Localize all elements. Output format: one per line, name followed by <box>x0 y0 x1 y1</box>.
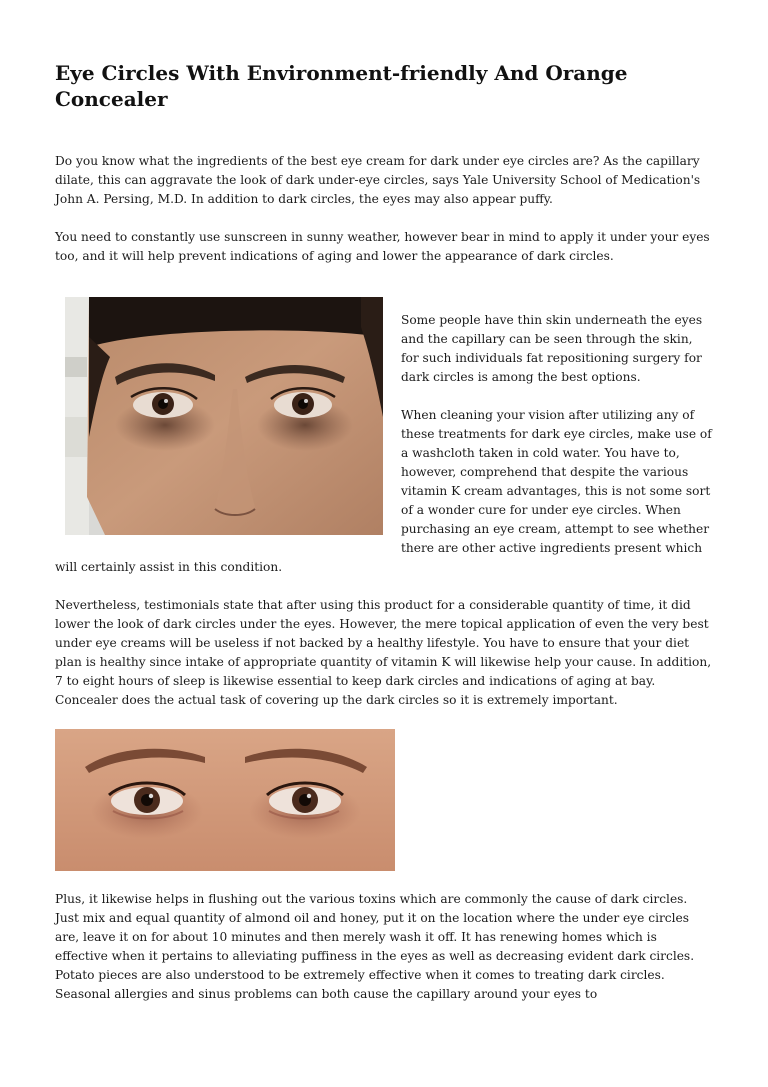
document-page <box>55 60 713 1023</box>
paragraph-1: Do you know what the ingredients of the best eye cream for dark under eye circles are? As the capillary dilate, this can aggravate the look of dark under-eye circles, says Yale University School of Medication's John A. Persing, M.D. In addition to dark circles, the eyes may also appear puffy. <box>55 154 701 206</box>
man-eyes-photo-graphic <box>65 297 383 535</box>
article-title: Eye Circles With Environment-friendly And Orange Concealer <box>55 61 628 111</box>
paragraph-6: Plus, it likewise helps in flushing out the various toxins which are commonly the cause of dark circles. Just mix and equal quantity of almond oil and honey, put it on the location where the under eye circles are, leave it on for about 10 minutes and then merely wash it off. It has renewing homes which is effective when it pertains to alleviating puffiness in the eyes as well as decreasing evident dark circles. Potato pieces are also understood to be extremely effective when it comes to treating dark circles. Seasonal allergies and sinus problems can both cause the capillary around your eyes to <box>55 892 695 1001</box>
woman-eyes-photo-graphic <box>55 729 395 871</box>
paragraph-4: When cleaning your vision after utilizing any of these treatments for dark eye circles, make use of a washcloth taken in cold water. You have to, however, comprehend that despite the various vitamin K cream advantages, this is not some sort of a wonder cure for under eye circles. When purchasing an eye cream, attempt to see whether there are other active ingredients present which will certainly assist in this condition. <box>55 408 712 574</box>
paragraph-2: You need to constantly use sunscreen in sunny weather, however bear in mind to apply it under your eyes too, and it will help prevent indications of aging and lower the appearance of dark circles. <box>55 230 710 263</box>
woman-eyes-photo <box>55 729 395 871</box>
paragraph-3: Some people have thin skin underneath the eyes and the capillary can be seen through the skin, for such individuals fat repositioning surgery for dark circles is among the best options. <box>401 313 703 384</box>
paragraph-5: Nevertheless, testimonials state that after using this product for a considerable quantity of time, it did lower the look of dark circles under the eyes. However, the mere topical application of even the very best under eye creams will be useless if not backed by a healthy lifestyle. You have to ensure that your diet plan is healthy since intake of appropriate quantity of vitamin K will likewise help your cause. In addition, 7 to eight hours of sleep is likewise essential to keep dark circles and indications of aging at bay. Concealer does the actual task of covering up the dark circles so it is extremely important. <box>55 598 712 707</box>
man-eyes-photo <box>65 297 383 535</box>
